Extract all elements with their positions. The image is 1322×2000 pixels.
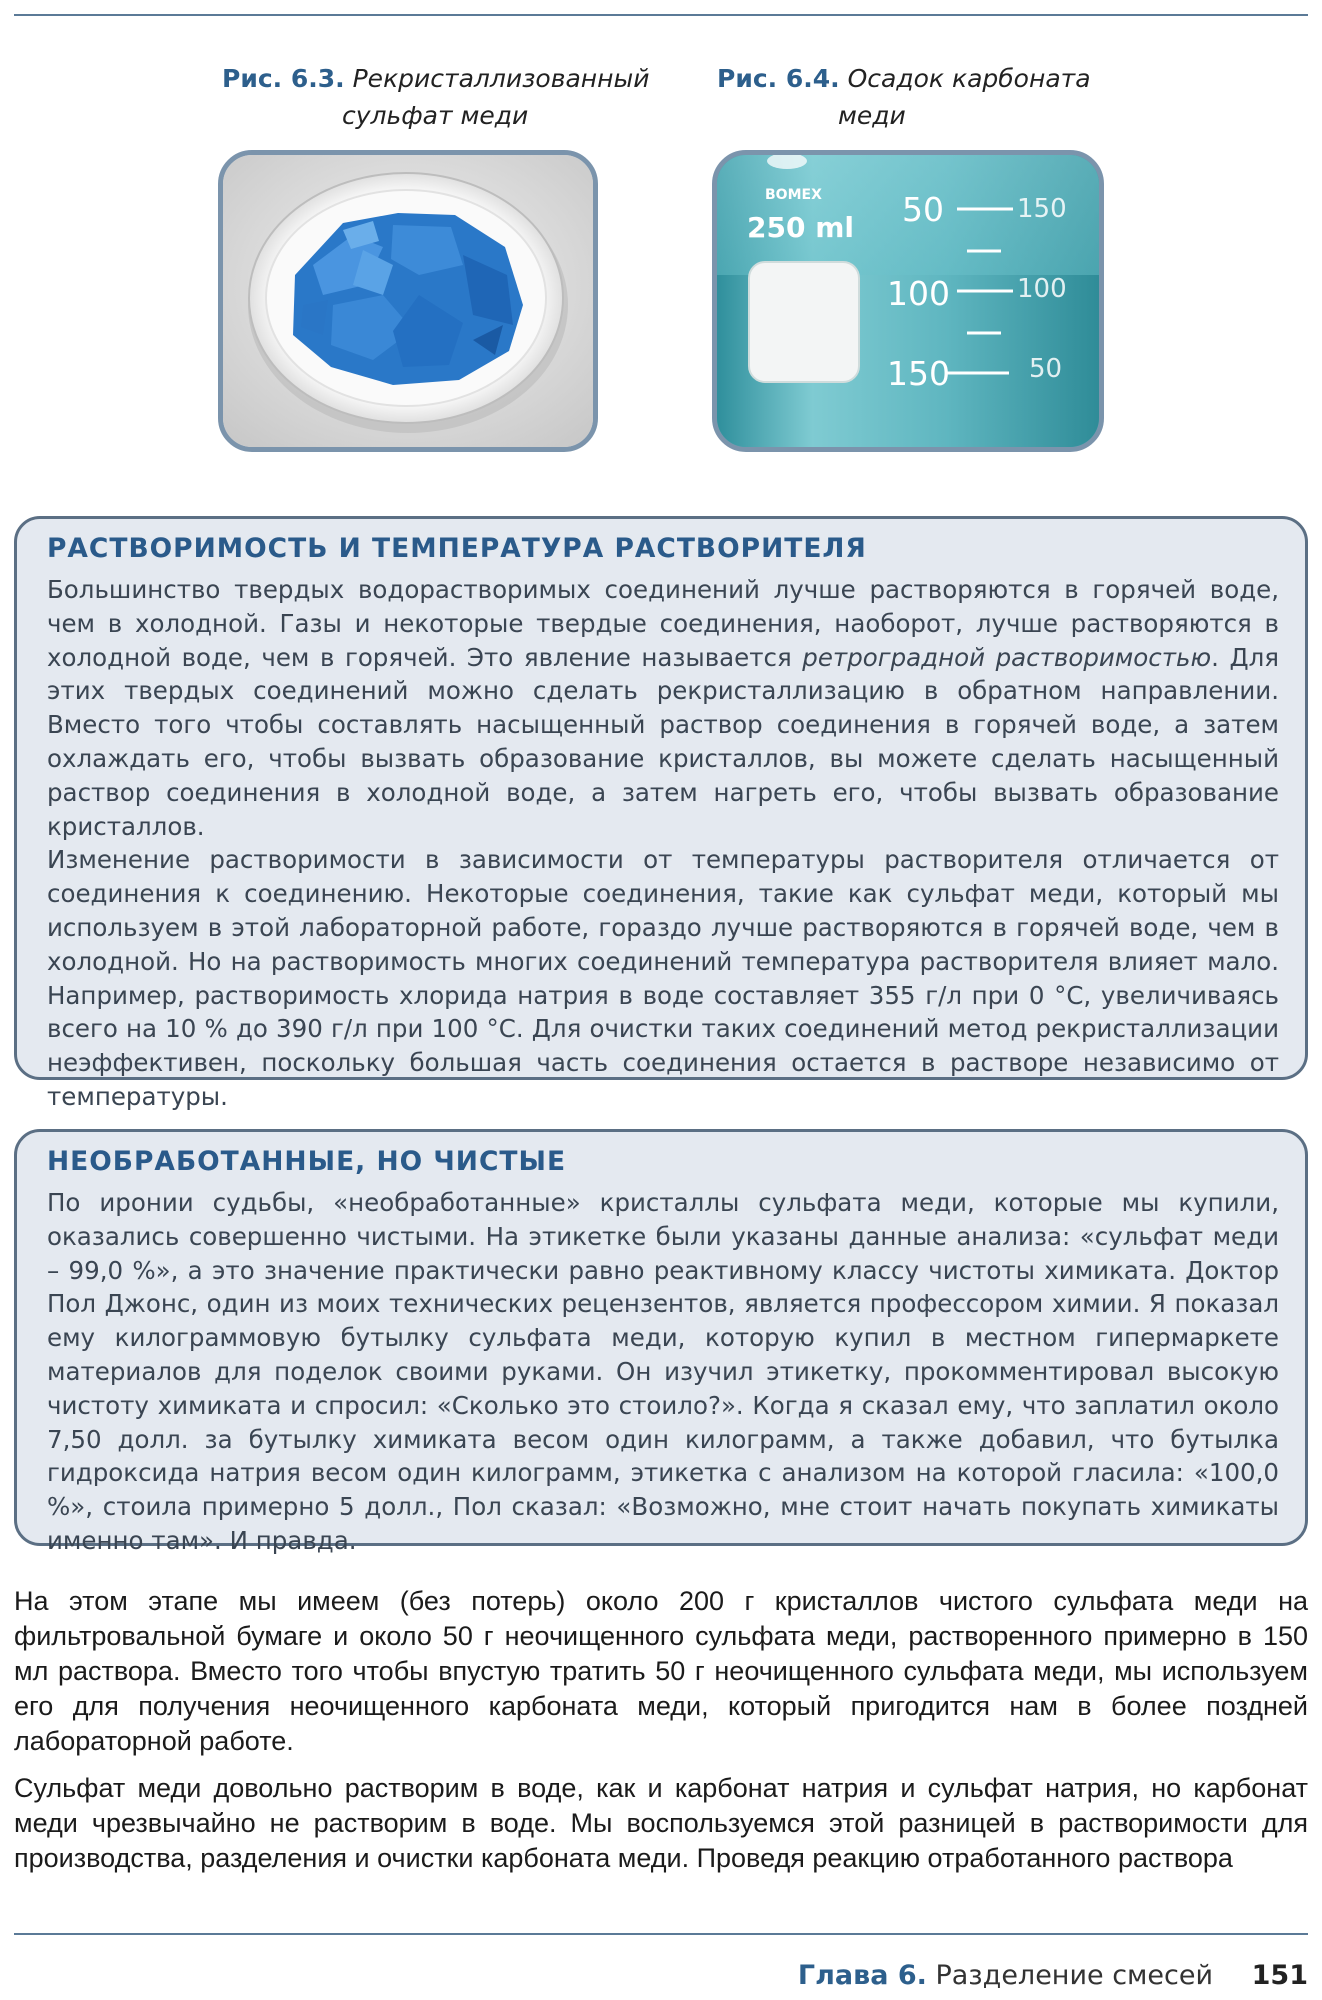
- sidebar-title: РАСТВОРИМОСТЬ И ТЕМПЕРАТУРА РАСТВОРИТЕЛЯ: [47, 533, 867, 564]
- grad-left-50: 50: [902, 190, 944, 229]
- grad-left-150: 150: [887, 354, 950, 393]
- top-rule: [14, 14, 1308, 16]
- beaker-brand: BOMEX: [765, 187, 822, 203]
- figure-caption-6-3: [222, 60, 649, 134]
- copper-carbonate-beaker-photo: [712, 150, 1104, 452]
- sidebar-paragraph: Изменение растворимости в зависимости от температуры растворителя отличается от соединения к соединению. Некоторые соединения, такие как сульфат меди, который мы используем в этой лабораторной работе, гораздо лучше растворяются в горячей воде, чем в холодной. Но на растворимость многих соединений температура растворителя влияет мало. Например, растворимость хлорида натрия в воде составляет 355 г/л при 0 °С, увеличиваясь всего на 10 % до 390 г/л при 100 °С. Для очистки таких соединений метод рекристаллизации неэффективен, поскольку большая часть соединения остается в растворе независимо от температуры.: [47, 845, 1279, 1111]
- footer-chapter: Глава 6.: [797, 1960, 927, 1991]
- figure-caption-text: сульфат меди: [342, 101, 529, 130]
- figure-label: Рис. 6.3.: [222, 64, 345, 93]
- sidebar-paragraph: [47, 573, 1279, 843]
- body-paragraph: Сульфат меди довольно растворим в воде, как и карбонат натрия и сульфат натрия, но карбонат меди чрезвычайно не растворим в воде. Мы воспользуемся этой разницей в растворимости для производства, разделения и очистки карбоната меди. Проведя реакцию отработанного раствора: [14, 1773, 1308, 1873]
- grad-right-150: 150: [1017, 194, 1067, 224]
- main-text: [14, 1584, 1308, 1888]
- figure-caption-text: Осадок карбоната: [847, 64, 1091, 93]
- footer-title: Разделение смесей: [935, 1960, 1214, 1991]
- grad-right-100: 100: [1017, 274, 1067, 304]
- sidebar-solubility-temperature: [14, 516, 1308, 1111]
- grad-right-50: 50: [1029, 354, 1063, 384]
- figure-caption-text: меди: [838, 101, 906, 130]
- sidebar-paragraph: По иронии судьбы, «необработанные» кристаллы сульфата меди, которые мы купили, оказались совершенно чистыми. На этикетке были указаны данные анализа: «сульфат меди – 99,0 %», а это значение практически равно реактивному классу чистоты химиката. Доктор Пол Джонс, один из моих технических рецензентов, является профессором химии. Я показал ему килограммовую бутылку сульфата меди, которую купил в местном гипермаркете материалов для поделок своими руками. Он изучил этикетку, прокомментировал высокую чистоту химиката и спросил: «Сколько это стоило?». Когда я сказал ему, что заплатил около 7,50 долл. за бутылку химиката весом один килограмм, а также добавил, что бутылка гидроксида натрия весом один килограмм, этикетка с анализом на которой гласила: «100,0 %», стоила примерно 5 долл., Пол сказал: «Возможно, мне стоит начать покупать химикаты именно там». И правда.: [47, 1188, 1279, 1555]
- body-paragraph: На этом этапе мы имеем (без потерь) около 200 г кристаллов чистого сульфата меди на фильтровальной бумаге и около 50 г неочищенного сульфата меди, растворенного примерно в 150 мл раствора. Вместо того чтобы впустую тратить 50 г неочищенного сульфата меди, мы используем его для получения неочищенного карбоната меди, который пригодится нам в более поздней лабораторной работе.: [14, 1586, 1308, 1756]
- beaker-illustration: [717, 155, 1099, 447]
- sidebar-text: . Для этих твердых соединений можно сделать рекристаллизацию в обратном направлении. Вместо того чтобы составлять насыщенный раствор соединения в горячей воде, а затем охлаждать его, чтобы вызвать образование кристаллов, вы можете сделать насыщенный раствор соединения в холодной воде, а затем нагреть его, чтобы вызвать образование кристаллов.: [47, 642, 1279, 841]
- figure-caption-6-4: [717, 60, 1091, 134]
- sidebar-title: НЕОБРАБОТАННЫЕ, НО ЧИСТЫЕ: [47, 1146, 567, 1177]
- sidebar-text: Большинство твердых водорастворимых соединений лучше растворяются в горячей воде, чем в холодной. Газы и некоторые твердые соединения, наоборот, лучше растворяются в холодной воде, чем в горячей. Это явление называется: [47, 575, 1279, 672]
- crystals-dish-illustration: [223, 155, 593, 447]
- page-footer: [798, 1960, 1308, 1991]
- page-number: 151: [1251, 1960, 1308, 1991]
- beaker-volume: 250 ml: [747, 211, 854, 244]
- grad-left-100: 100: [887, 274, 950, 313]
- sidebar-raw-but-pure: [14, 1129, 1308, 1555]
- beaker-label-patch: [749, 262, 859, 382]
- bottom-rule: [14, 1933, 1308, 1935]
- figure-caption-text: Рекристаллизованный: [352, 64, 650, 93]
- sidebar-term: ретроградной растворимостью: [802, 642, 1212, 672]
- copper-sulfate-crystals-photo: [218, 150, 598, 452]
- figure-label: Рис. 6.4.: [717, 64, 840, 93]
